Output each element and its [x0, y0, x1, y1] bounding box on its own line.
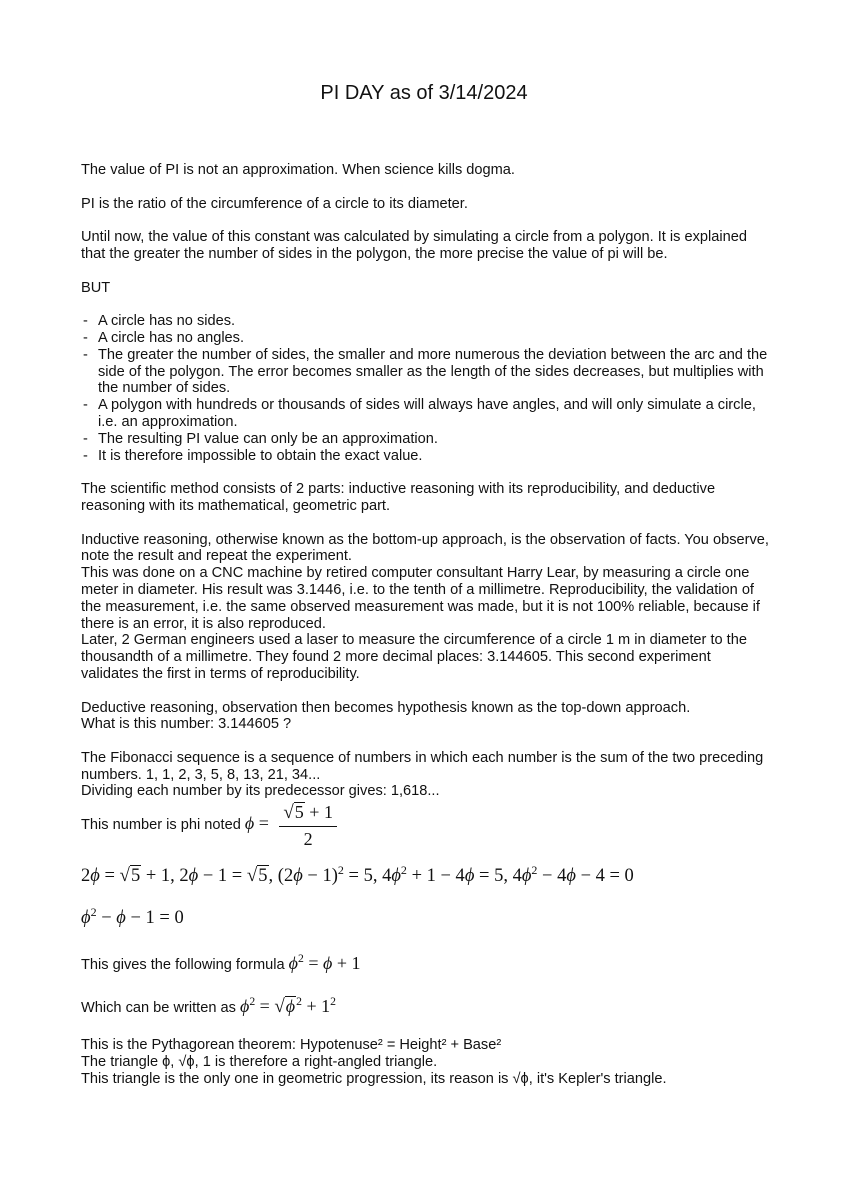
phi-formula: ϕ = $\frac{√5 + 1}{2}$ — [245, 813, 337, 833]
written-intro-text: Which can be written as — [81, 1000, 236, 1017]
formula-intro-text: This gives the following formula — [81, 957, 285, 974]
pythagorean-formula: $\phi^2 = √\phi^2 + 1^2$ — [240, 995, 336, 1018]
page-title: PI DAY as of 3/14/2024 — [320, 82, 528, 104]
quadratic-equation: $\phi^2 - \phi - 1 = 0$ — [81, 905, 184, 929]
golden-ratio-fraction: $\frac{√5 + 1}{2}$ — [279, 802, 337, 848]
paragraph-definition: PI is the ratio of the circumference of a circle to its diameter. — [81, 195, 468, 212]
list-item: - It is therefore impossible to obtain the exact value. — [81, 448, 771, 465]
formula-statement — [81, 951, 771, 974]
paragraph-inductive: Inductive reasoning, otherwise known as the bottom-up approach, is the observation of facts. You observe, note the result and repeat the experiment. — [81, 531, 769, 565]
paragraph-pythagorean: This is the Pythagorean theorem: Hypotenuse² = Height² + Base² — [81, 1036, 502, 1053]
paragraph-question: What is this number: 3.144605 ? — [81, 716, 292, 733]
document-body — [81, 162, 771, 1104]
pythagorean-form — [81, 994, 771, 1017]
paragraph-polygon: Until now, the value of this constant was calculated by simulating a circle from a polygon. It is explained that the greater the number of sides in the polygon, the more precise the value of pi will be. — [81, 229, 747, 262]
list-item: - A circle has no angles. — [81, 330, 771, 347]
paragraph-intro: The value of PI is not an approximation. When science kills dogma. — [81, 162, 515, 178]
paragraph-scientific-method: The scientific method consists of 2 parts: inductive reasoning with its reproducibility, and deductive reasoning with its mathematical, geometric part. — [81, 481, 716, 514]
phi-intro-text: This number is phi noted — [81, 817, 241, 834]
paragraph-right-triangle: The triangle ϕ, √ϕ, 1 is therefore a right-angled triangle. — [81, 1053, 438, 1070]
list-item: - The resulting PI value can only be an approximation. — [81, 431, 771, 448]
list-item: - The greater the number of sides, the smaller and more numerous the deviation between the arc and the side of the polygon. The error becomes smaller as the length of the sides decreases, but multiplies with the number of sides. — [81, 347, 771, 397]
paragraph-laser: Later, 2 German engineers used a laser to measure the circumference of a circle 1 m in diameter to the thousandth of a millimetre. They found 2 more decimal places: 3.144605. This second experiment validates the first in terms of reproducibility. — [81, 632, 747, 682]
paragraph-but: BUT — [81, 279, 111, 296]
paragraph-deductive: Deductive reasoning, observation then becomes hypothesis known as the top-down approach. — [81, 699, 691, 716]
derivation-equation: 2ϕ = √5 + 1, 2ϕ − 1 = √5, $(2\phi - 1)^2 = 5$, $4\phi^2 + 1 - 4\phi = 5$, $4\phi^2 - 4\phi - 4 = 0$ — [81, 862, 634, 887]
phi-squared-formula: $\phi^2 = \phi + 1$ — [288, 952, 361, 974]
list-item: - A circle has no sides. — [81, 313, 771, 330]
argument-list — [81, 313, 771, 464]
paragraph-kepler: This triangle is the only one in geometric progression, its reason is √ϕ, it's Kepler's triangle. — [81, 1070, 667, 1087]
list-item: - A polygon with hundreds or thousands of sides will always have angles, and will only simulate a circle, i.e. an approximation. — [81, 397, 771, 431]
paragraph-ratio: Dividing each number by its predecessor gives: 1,618... — [81, 783, 440, 800]
paragraph-cnc: This was done on a CNC machine by retired computer consultant Harry Lear, by measuring a circle one meter in diameter. His result was 3.1446, i.e. to the tenth of a millimetre. Reproducibility, the validation of the measurement, i.e. the same observed measurement was made, but it is not 100% reliable, because if there is an error, it is also reproduced. — [81, 565, 760, 632]
phi-definition — [81, 802, 771, 848]
paragraph-fibonacci: The Fibonacci sequence is a sequence of numbers in which each number is the sum of the two preceding numbers. 1, 1, 2, 3, 5, 8, 13, 21, 34... — [81, 749, 764, 783]
